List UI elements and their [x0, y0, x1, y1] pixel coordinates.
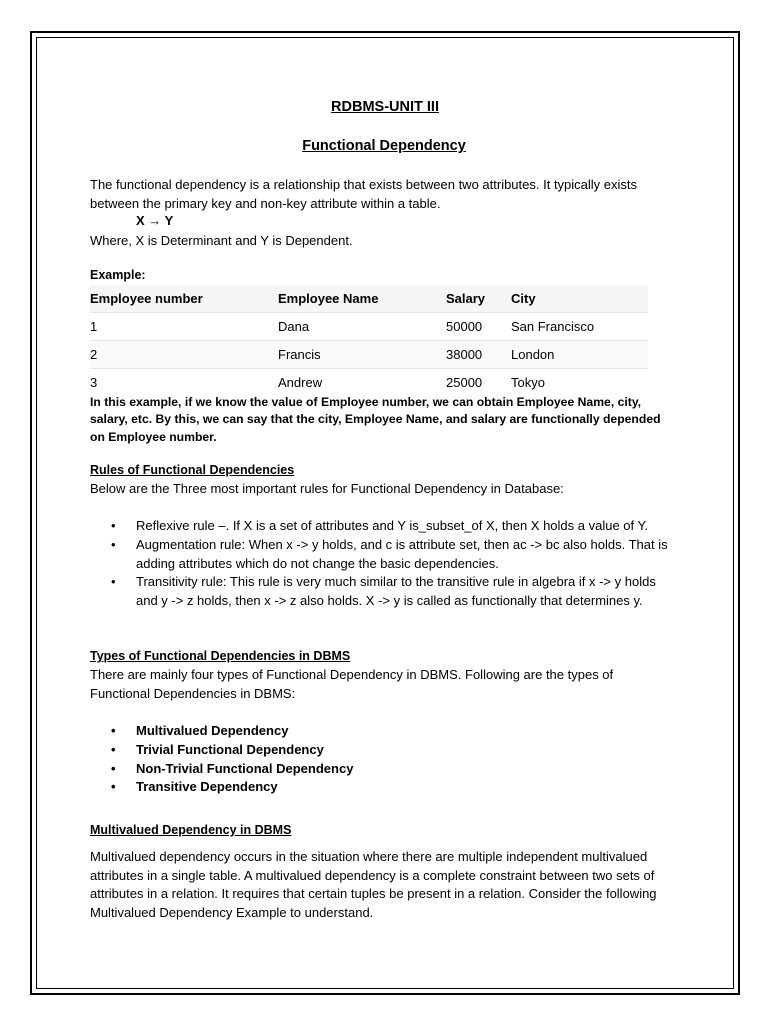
table-cell: Andrew	[278, 369, 446, 397]
bullet-icon: •	[111, 536, 116, 552]
multivalued-paragraph: Multivalued dependency occurs in the situation where there are multiple independent multivalued attributes in a single table. A multivalued dependency is a complete constraint between two sets of attributes in a relation. It requires that certain tuples be present in a relation. Consider the following Multivalued Dependency Example to understand.	[90, 849, 657, 920]
employee-table	[90, 285, 648, 396]
dependency-notation: X → Y	[136, 213, 174, 228]
example-label: Example:	[90, 268, 146, 282]
rules-list	[90, 517, 675, 611]
table-header-row	[90, 285, 648, 313]
bullet-icon: •	[111, 779, 116, 795]
list-item	[90, 722, 675, 741]
table-cell: 3	[90, 369, 278, 397]
column-header: City	[511, 285, 648, 313]
type-text: Multivalued Dependency	[136, 723, 289, 738]
bullet-icon: •	[111, 518, 116, 533]
list-item	[90, 760, 675, 779]
table-cell: 50000	[446, 313, 511, 341]
rules-heading: Rules of Functional Dependencies	[90, 463, 295, 477]
rule-text: Transitivity rule: This rule is very much similar to the transitive rule in algebra if x -> y holds and y -> z holds, then x -> z also holds. X -> y is called as functionally that determines y.	[136, 574, 656, 609]
table-row	[90, 313, 648, 341]
types-intro: There are mainly four types of Functional Dependency in DBMS. Following are the types of Functional Dependencies in DBMS:	[90, 667, 614, 701]
bullet-icon: •	[111, 741, 116, 757]
bullet-icon: •	[111, 723, 116, 738]
rules-intro: Below are the Three most important rules for Functional Dependency in Database:	[90, 481, 564, 496]
type-text: Non-Trivial Functional Dependency	[136, 760, 354, 776]
rule-text: Reflexive rule –. If X is a set of attributes and Y is_subset_of X, then X holds a value of Y.	[136, 518, 649, 533]
table-cell: 1	[90, 313, 278, 341]
type-text: Transitive Dependency	[136, 779, 278, 795]
unit-title: RDBMS-UNIT III	[331, 99, 439, 115]
list-item	[90, 573, 675, 611]
table-row	[90, 369, 648, 397]
table-cell: 2	[90, 341, 278, 369]
multivalued-heading: Multivalued Dependency in DBMS	[90, 823, 292, 837]
where-line: Where, X is Determinant and Y is Dependent.	[90, 233, 353, 248]
list-item	[90, 778, 675, 797]
list-item	[90, 741, 675, 760]
types-heading: Types of Functional Dependencies in DBMS	[90, 649, 351, 663]
table-cell: 38000	[446, 341, 511, 369]
table-cell: Dana	[278, 313, 446, 341]
column-header: Salary	[446, 285, 511, 313]
table-cell: Francis	[278, 341, 446, 369]
types-list	[90, 722, 675, 797]
table-cell: San Francisco	[511, 313, 648, 341]
list-item	[90, 517, 675, 536]
table-cell: Tokyo	[511, 369, 648, 397]
list-item	[90, 536, 675, 574]
rule-text: Augmentation rule: When x -> y holds, and c is attribute set, then ac -> bc also holds. That is adding attributes which do not change the basic dependencies.	[136, 536, 668, 571]
bullet-icon: •	[111, 574, 116, 590]
intro-paragraph: The functional dependency is a relationship that exists between two attributes. It typically exists between the primary key and non-key attribute within a table.	[90, 177, 638, 211]
topic-title: Functional Dependency	[302, 138, 466, 154]
column-header: Employee number	[90, 285, 278, 313]
column-header: Employee Name	[278, 285, 446, 313]
table-cell: London	[511, 341, 648, 369]
table-cell: 25000	[446, 369, 511, 397]
type-text: Trivial Functional Dependency	[136, 741, 324, 757]
bullet-icon: •	[111, 760, 116, 776]
example-explanation: In this example, if we know the value of Employee number, we can obtain Employee Name, city, salary, etc. By this, we can say that the city, Employee Name, and salary are functionally depended on Employee number.	[90, 395, 661, 444]
table-row	[90, 341, 648, 369]
